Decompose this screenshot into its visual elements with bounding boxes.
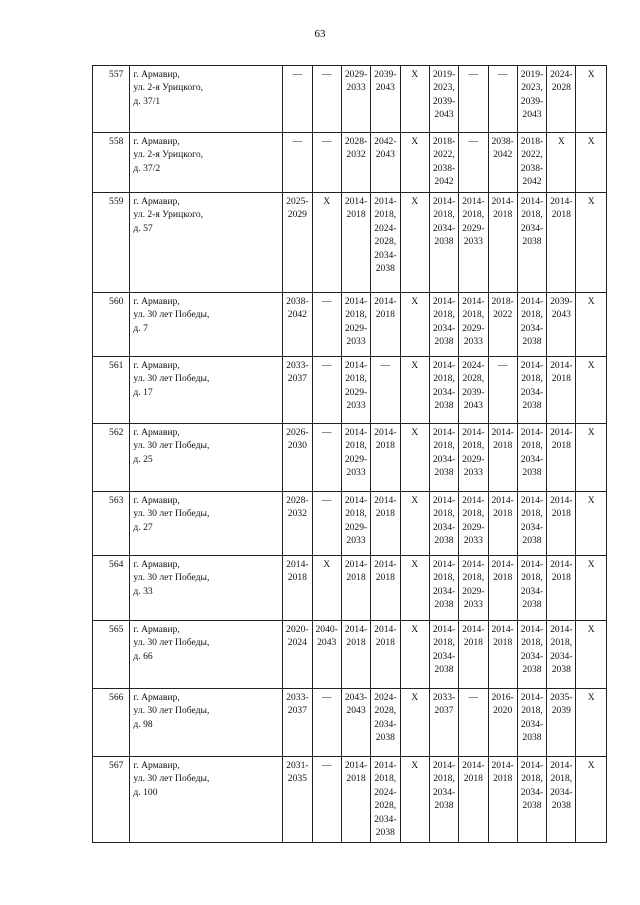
period-cell: 2038- 2042 <box>283 293 312 357</box>
period-cell: Х <box>576 293 607 357</box>
period-cell: Х <box>576 193 607 293</box>
period-cell: 2014- 2018, 2034- 2038 <box>517 293 546 357</box>
period-cell: 2014- 2018 <box>459 757 488 843</box>
period-cell: 2042- 2043 <box>371 133 400 193</box>
period-cell: 2014- 2018, 2029- 2033 <box>341 293 370 357</box>
period-cell: — <box>459 133 488 193</box>
period-cell: Х <box>576 424 607 492</box>
period-cell: Х <box>576 492 607 556</box>
period-cell: Х <box>400 357 429 424</box>
period-cell: 2033- 2037 <box>283 689 312 757</box>
table-body <box>93 66 607 843</box>
table-row <box>93 556 607 621</box>
period-cell: — <box>312 133 341 193</box>
period-cell: Х <box>576 757 607 843</box>
row-number: 560 <box>93 293 130 357</box>
period-cell: 2014- 2018, 2034- 2038 <box>429 424 458 492</box>
period-cell: 2014- 2018 <box>371 293 400 357</box>
table-row <box>93 66 607 133</box>
period-cell: — <box>488 357 517 424</box>
period-cell: 2018- 2022 <box>488 293 517 357</box>
period-cell: — <box>312 757 341 843</box>
period-cell: 2014- 2018 <box>547 424 576 492</box>
address-cell: г. Армавир, ул. 2-я Урицкого, д. 57 <box>130 193 283 293</box>
period-cell: 2014- 2018 <box>283 556 312 621</box>
address-cell: г. Армавир, ул. 30 лет Победы, д. 100 <box>130 757 283 843</box>
period-cell: 2014- 2018 <box>488 424 517 492</box>
period-cell: 2019- 2023, 2039- 2043 <box>429 66 458 133</box>
page-number: 63 <box>314 28 326 40</box>
period-cell: — <box>312 66 341 133</box>
period-cell: 2014- 2018, 2029- 2033 <box>341 424 370 492</box>
period-cell: 2040- 2043 <box>312 621 341 689</box>
period-cell: 2014- 2018, 2034- 2038 <box>517 556 546 621</box>
period-cell: Х <box>400 689 429 757</box>
row-number: 564 <box>93 556 130 621</box>
row-number: 558 <box>93 133 130 193</box>
table-row <box>93 193 607 293</box>
row-number: 565 <box>93 621 130 689</box>
period-cell: Х <box>400 424 429 492</box>
period-cell: 2039- 2043 <box>547 293 576 357</box>
period-cell: — <box>312 424 341 492</box>
period-cell: 2014- 2018, 2029- 2033 <box>459 193 488 293</box>
period-cell: 2031- 2035 <box>283 757 312 843</box>
period-cell: 2014- 2018, 2024- 2028, 2034- 2038 <box>371 757 400 843</box>
period-cell: 2014- 2018, 2034- 2038 <box>429 556 458 621</box>
period-cell: 2018- 2022, 2038- 2042 <box>429 133 458 193</box>
row-number: 559 <box>93 193 130 293</box>
period-cell: 2028- 2032 <box>341 133 370 193</box>
period-cell: 2014- 2018, 2034- 2038 <box>517 424 546 492</box>
table-row <box>93 757 607 843</box>
period-cell: 2014- 2018 <box>488 492 517 556</box>
period-cell: — <box>283 133 312 193</box>
period-cell: Х <box>400 492 429 556</box>
address-cell: г. Армавир, ул. 30 лет Победы, д. 17 <box>130 357 283 424</box>
period-cell: — <box>283 66 312 133</box>
period-cell: 2025- 2029 <box>283 193 312 293</box>
period-cell: Х <box>576 357 607 424</box>
period-cell: 2035- 2039 <box>547 689 576 757</box>
period-cell: 2033- 2037 <box>283 357 312 424</box>
table-row <box>93 621 607 689</box>
period-cell: 2024- 2028 <box>547 66 576 133</box>
period-cell: 2014- 2018, 2029- 2033 <box>341 492 370 556</box>
period-cell: — <box>459 689 488 757</box>
period-cell: — <box>459 66 488 133</box>
period-cell: 2014- 2018, 2034- 2038 <box>517 621 546 689</box>
period-cell: 2014- 2018 <box>341 556 370 621</box>
period-cell: 2016- 2020 <box>488 689 517 757</box>
table-row <box>93 689 607 757</box>
row-number: 561 <box>93 357 130 424</box>
period-cell: 2014- 2018, 2034- 2038 <box>429 293 458 357</box>
period-cell: 2014- 2018 <box>547 492 576 556</box>
address-cell: г. Армавир, ул. 30 лет Победы, д. 25 <box>130 424 283 492</box>
period-cell: — <box>312 293 341 357</box>
period-cell: 2014- 2018, 2029- 2033 <box>459 556 488 621</box>
table-row <box>93 424 607 492</box>
schedule-table <box>92 65 607 843</box>
address-cell: г. Армавир, ул. 2-я Урицкого, д. 37/2 <box>130 133 283 193</box>
period-cell: Х <box>576 689 607 757</box>
period-cell: 2026- 2030 <box>283 424 312 492</box>
period-cell: 2014- 2018, 2034- 2038 <box>429 357 458 424</box>
period-cell: 2020- 2024 <box>283 621 312 689</box>
period-cell: 2014- 2018, 2034- 2038 <box>429 193 458 293</box>
period-cell: — <box>312 357 341 424</box>
period-cell: 2043- 2043 <box>341 689 370 757</box>
address-cell: г. Армавир, ул. 30 лет Победы, д. 98 <box>130 689 283 757</box>
address-cell: г. Армавир, ул. 30 лет Победы, д. 27 <box>130 492 283 556</box>
period-cell: 2019- 2023, 2039- 2043 <box>517 66 546 133</box>
row-number: 566 <box>93 689 130 757</box>
period-cell: 2014- 2018 <box>488 193 517 293</box>
period-cell: 2033- 2037 <box>429 689 458 757</box>
period-cell: — <box>312 689 341 757</box>
period-cell: 2014- 2018, 2034- 2038 <box>517 492 546 556</box>
address-cell: г. Армавир, ул. 30 лет Победы, д. 7 <box>130 293 283 357</box>
period-cell: Х <box>312 193 341 293</box>
period-cell: 2014- 2018 <box>371 556 400 621</box>
period-cell: Х <box>400 133 429 193</box>
period-cell: 2014- 2018 <box>547 556 576 621</box>
period-cell: 2014- 2018 <box>371 424 400 492</box>
period-cell: 2014- 2018, 2024- 2028, 2034- 2038 <box>371 193 400 293</box>
period-cell: 2014- 2018, 2034- 2038 <box>517 357 546 424</box>
table-row <box>93 357 607 424</box>
period-cell: 2014- 2018 <box>341 757 370 843</box>
period-cell: 2014- 2018 <box>371 492 400 556</box>
period-cell: Х <box>547 133 576 193</box>
table-row <box>93 133 607 193</box>
period-cell: 2029- 2033 <box>341 66 370 133</box>
period-cell: 2014- 2018, 2034- 2038 <box>429 492 458 556</box>
period-cell: Х <box>400 621 429 689</box>
period-cell: Х <box>576 556 607 621</box>
period-cell: 2014- 2018, 2029- 2033 <box>459 492 488 556</box>
period-cell: Х <box>576 66 607 133</box>
period-cell: 2014- 2018, 2029- 2033 <box>459 293 488 357</box>
address-cell: г. Армавир, ул. 30 лет Победы, д. 33 <box>130 556 283 621</box>
period-cell: 2014- 2018 <box>547 357 576 424</box>
period-cell: 2014- 2018 <box>371 621 400 689</box>
period-cell: Х <box>400 66 429 133</box>
period-cell: Х <box>400 757 429 843</box>
period-cell: — <box>312 492 341 556</box>
period-cell: 2014- 2018, 2034- 2038 <box>429 621 458 689</box>
period-cell: 2014- 2018, 2034- 2038 <box>517 757 546 843</box>
period-cell: Х <box>576 621 607 689</box>
period-cell: 2014- 2018, 2029- 2033 <box>459 424 488 492</box>
row-number: 557 <box>93 66 130 133</box>
period-cell: Х <box>400 293 429 357</box>
period-cell: 2014- 2018, 2029- 2033 <box>341 357 370 424</box>
period-cell: 2014- 2018 <box>341 193 370 293</box>
row-number: 567 <box>93 757 130 843</box>
period-cell: 2014- 2018 <box>488 556 517 621</box>
period-cell: 2014- 2018, 2034- 2038 <box>429 757 458 843</box>
period-cell: 2014- 2018, 2034- 2038 <box>547 621 576 689</box>
period-cell: 2014- 2018 <box>488 757 517 843</box>
address-cell: г. Армавир, ул. 2-я Урицкого, д. 37/1 <box>130 66 283 133</box>
period-cell: 2014- 2018, 2034- 2038 <box>547 757 576 843</box>
address-cell: г. Армавир, ул. 30 лет Победы, д. 66 <box>130 621 283 689</box>
table-row <box>93 492 607 556</box>
period-cell: — <box>488 66 517 133</box>
period-cell: 2014- 2018 <box>547 193 576 293</box>
period-cell: 2014- 2018, 2034- 2038 <box>517 689 546 757</box>
period-cell: 2014- 2018 <box>341 621 370 689</box>
row-number: 563 <box>93 492 130 556</box>
period-cell: 2014- 2018 <box>488 621 517 689</box>
table-row <box>93 293 607 357</box>
period-cell: 2024- 2028, 2039- 2043 <box>459 357 488 424</box>
period-cell: 2024- 2028, 2034- 2038 <box>371 689 400 757</box>
period-cell: Х <box>576 133 607 193</box>
period-cell: Х <box>312 556 341 621</box>
period-cell: 2039- 2043 <box>371 66 400 133</box>
period-cell: 2028- 2032 <box>283 492 312 556</box>
period-cell: 2014- 2018 <box>459 621 488 689</box>
period-cell: 2038- 2042 <box>488 133 517 193</box>
period-cell: Х <box>400 556 429 621</box>
period-cell: — <box>371 357 400 424</box>
row-number: 562 <box>93 424 130 492</box>
period-cell: Х <box>400 193 429 293</box>
period-cell: 2018- 2022, 2038- 2042 <box>517 133 546 193</box>
period-cell: 2014- 2018, 2034- 2038 <box>517 193 546 293</box>
